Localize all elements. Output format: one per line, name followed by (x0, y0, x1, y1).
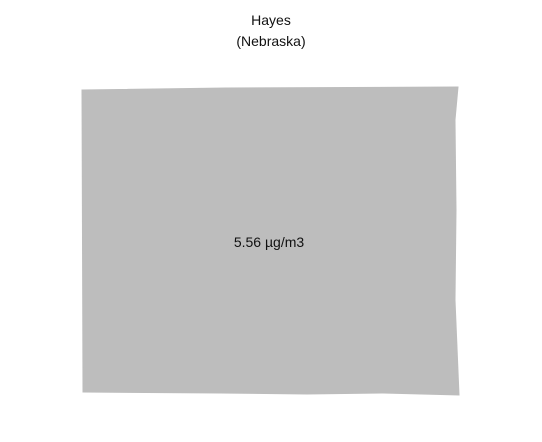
county-name: Hayes (251, 12, 291, 28)
pollution-value-label: 5.56 µg/m3 (233, 234, 305, 250)
state-name: (Nebraska) (236, 33, 306, 49)
